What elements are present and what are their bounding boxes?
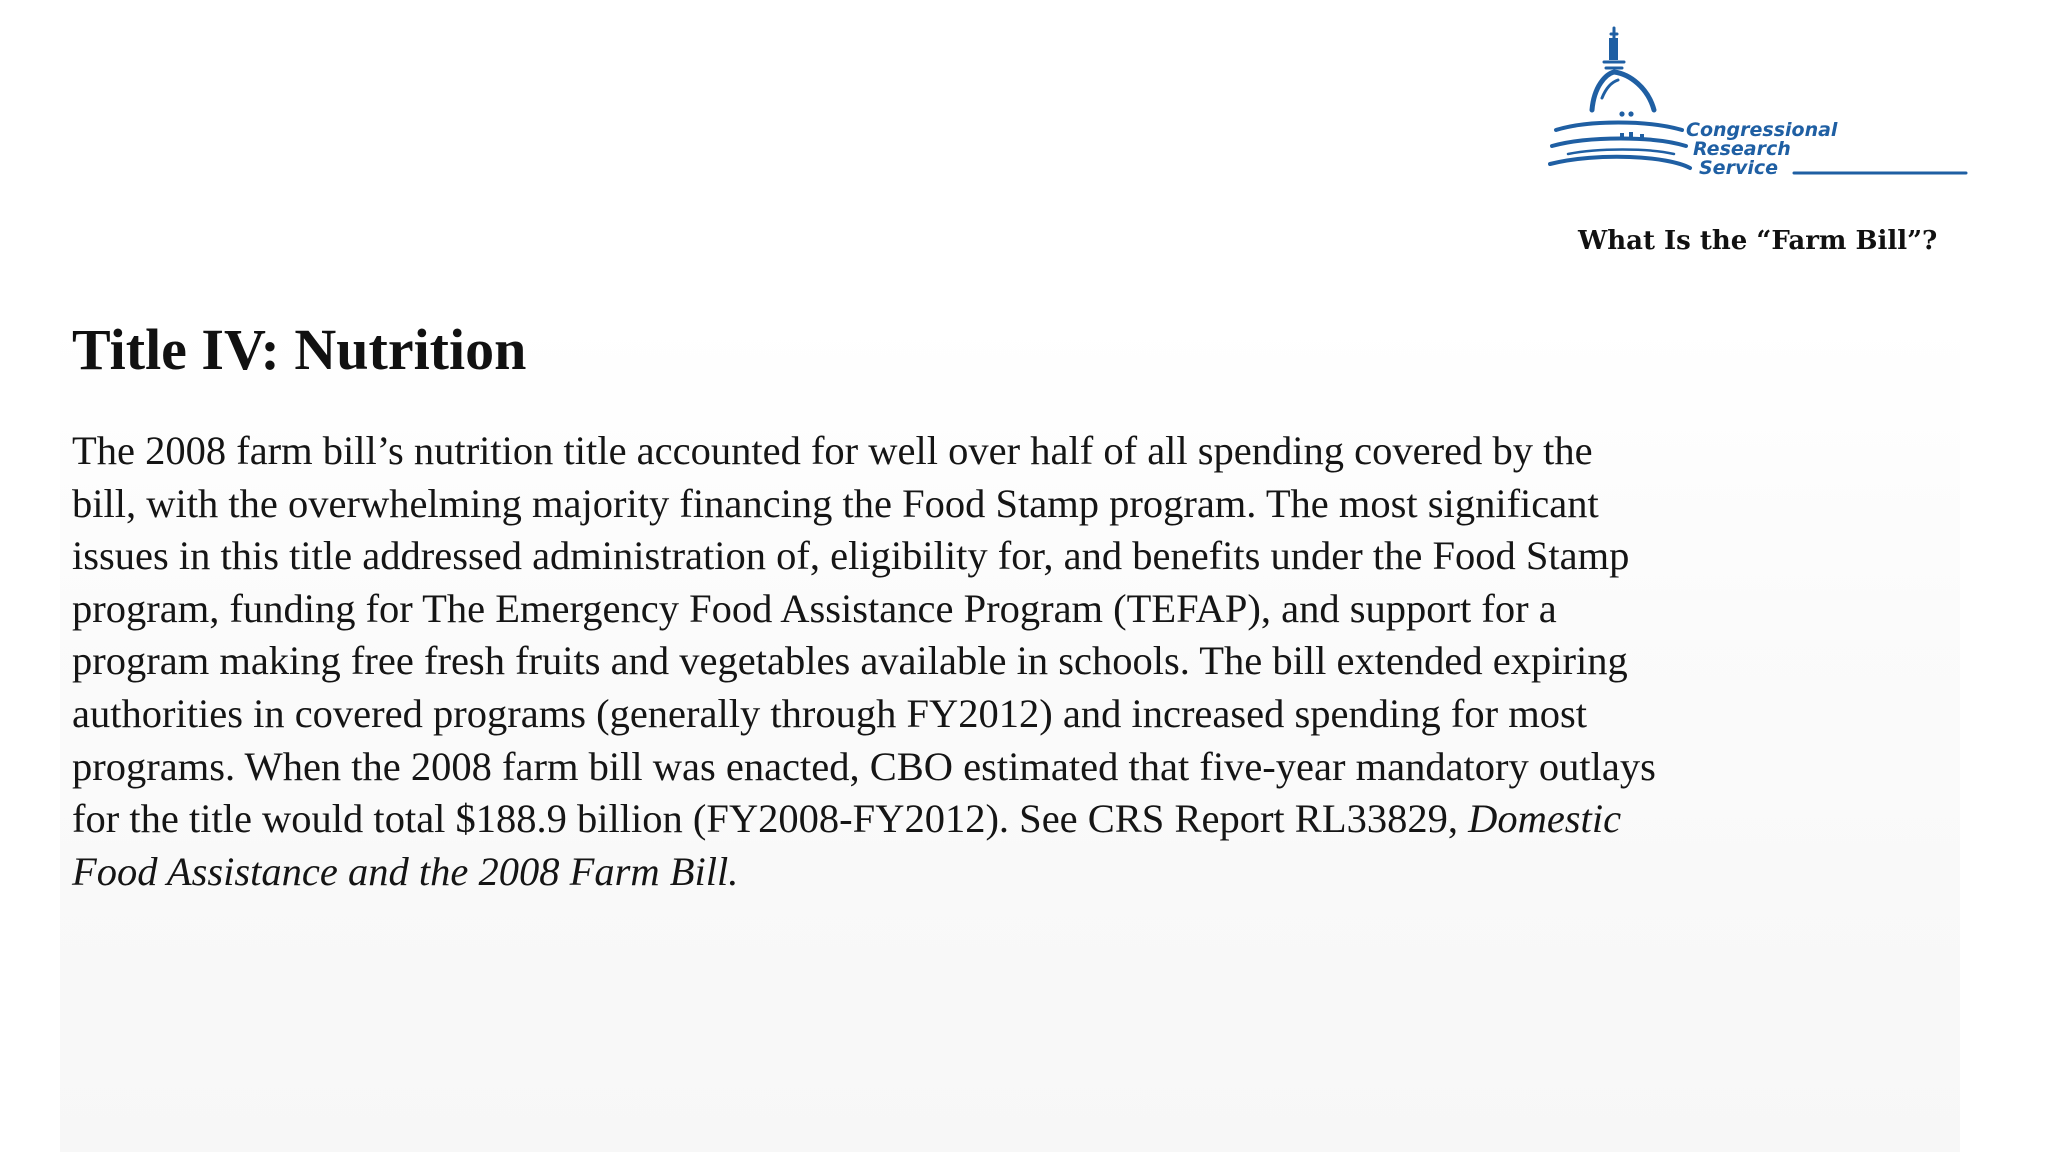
running-header: What Is the “Farm Bill”? (1578, 226, 1938, 256)
paragraph-line: program, funding for The Emergency Food Assistance Program (TEFAP), and support for a (72, 585, 1557, 631)
logo-text-line3: Service (1699, 157, 1778, 179)
report-title-italic-cont: Food Assistance and the 2008 Farm Bill (72, 848, 729, 894)
paragraph-line: The 2008 farm bill’s nutrition title accounted for well over half of all spending covered by the (72, 428, 1593, 473)
body-paragraph (72, 425, 1892, 898)
end-period: . (728, 848, 739, 894)
paragraph-line: issues in this title addressed administration of, eligibility for, and benefits under the Food Stamp (72, 533, 1630, 579)
paragraph-line: authorities in covered programs (generally through FY2012) and increased spending for most (72, 690, 1587, 736)
logo-text-line1: Congressional (1686, 119, 1838, 141)
crs-logo (1548, 24, 1968, 184)
paragraph-line-with-citation (72, 793, 1892, 846)
report-title-italic: Domestic (1468, 796, 1622, 842)
paragraph-line-text: for the title would total $188.9 billion (FY2008-FY2012). See CRS Report RL33829, (72, 796, 1469, 842)
paragraph-last-line (72, 846, 1892, 899)
paragraph-line: program making free fresh fruits and vegetables available in schools. The bill extended expiring (72, 638, 1628, 684)
paragraph-line: bill, with the overwhelming majority financing the Food Stamp program. The most significant (72, 480, 1599, 526)
logo-text-line2: Research (1693, 138, 1791, 160)
paragraph-line: programs. When the 2008 farm bill was enacted, CBO estimated that five-year mandatory outlays (72, 743, 1656, 789)
section-title: Title IV: Nutrition (72, 317, 527, 382)
